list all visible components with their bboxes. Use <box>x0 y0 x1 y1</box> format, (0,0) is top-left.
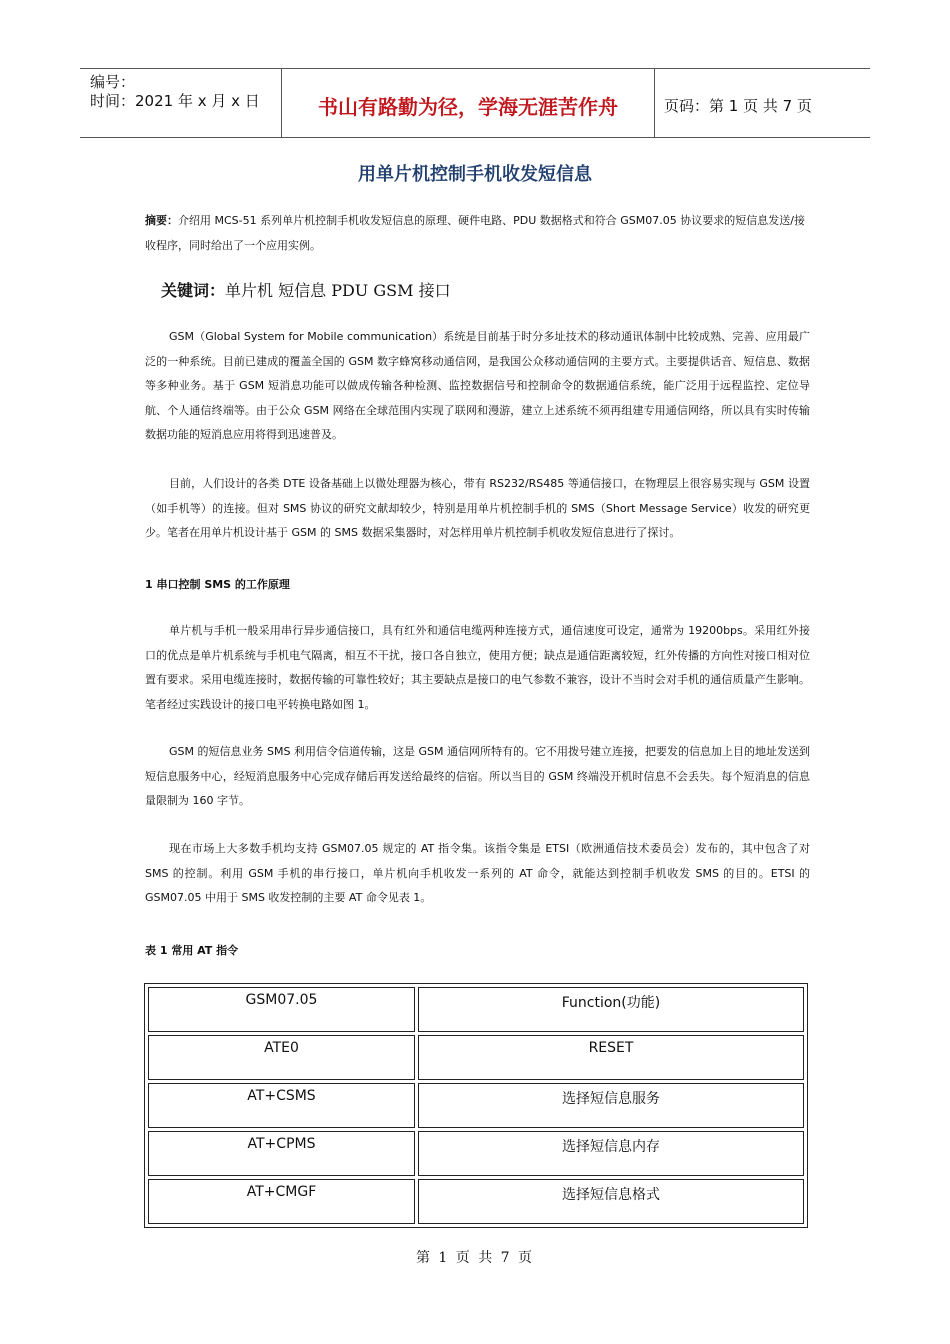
document-title: 用单片机控制手机收发短信息 <box>358 164 592 185</box>
table-cell: 选择短信息格式 <box>418 1179 804 1224</box>
table-cell: 选择短信息内存 <box>418 1131 804 1176</box>
header-time: 时间：2021 年 x 月 x 日 <box>90 92 260 110</box>
page-footer: 第 1 页 共 7 页 <box>415 1250 535 1266</box>
keywords <box>161 278 451 301</box>
paragraph-serial: 单片机与手机一般采用串行异步通信接口，具有红外和通信电缆两种连接方式，通信速度可设定，通常为 19200bps。采用红外接口的优点是单片机系统与手机电气隔离，相互不干扰，接口各自独立，使用方便；缺点是通信距离较短，红外传播的方向性对接口相对位置有要求。采用电缆连接时，数据传输的可靠性较好；其主要缺点是接口的电气参数不兼容，设计不当时会对手机的通信质量产生影响。笔者经过实践设计的接口电平转换电路如图 1。 <box>145 624 810 711</box>
table-cell: 选择短信息服务 <box>418 1083 804 1128</box>
table-row <box>148 1083 804 1128</box>
document-header <box>80 68 870 138</box>
table-cell: RESET <box>418 1035 804 1080</box>
keywords-value: 单片机 短信息 PDU GSM 接口 <box>225 281 451 300</box>
table-row <box>148 1131 804 1176</box>
table-header-row <box>148 987 804 1032</box>
table-cell: ATE0 <box>148 1035 415 1080</box>
keywords-label: 关键词： <box>161 281 226 300</box>
table-cell: AT+CMGF <box>148 1179 415 1224</box>
table-row <box>148 1035 804 1080</box>
paragraph-at-commands: 现在市场上大多数手机均支持 GSM07.05 规定的 AT 指令集。该指令集是 ETSI（欧洲通信技术委员会）发布的，其中包含了对 SMS 的控制。利用 GSM 手机的串行接口，单片机向手机收发一系列的 AT 命令，就能达到控制手机收发 SMS 的目的。ETSI 的 GSM07.05 中用于 SMS 收发控制的主要 AT 命令见表 1。 <box>145 842 810 904</box>
abstract-label: 摘要： <box>145 214 178 227</box>
header-page-info: 页码：第 1 页 共 7 页 <box>664 97 812 115</box>
header-meta <box>90 73 260 111</box>
header-motto: 书山有路勤为径，学海无涯苦作舟 <box>318 95 618 119</box>
table-cell: AT+CPMS <box>148 1131 415 1176</box>
header-number: 编号： <box>90 73 136 91</box>
paragraph-dte: 目前，人们设计的各类 DTE 设备基础上以微处理器为核心，带有 RS232/RS485 等通信接口，在物理层上很容易实现与 GSM 设置（如手机等）的连接。但对 SMS 协议的研究文献却较少，特别是用单片机控制手机的 SMS（Short Message Service）收发的研究更少。笔者在用单片机设计基于 GSM 的 SMS 数据采集器时，对怎样用单片机控制手机收发短信息进行了探讨。 <box>145 477 810 539</box>
paragraph-sms: GSM 的短信息业务 SMS 利用信令信道传输，这是 GSM 通信网所特有的。它不用拨号建立连接，把要发的信息加上目的地址发送到短信息服务中心，经短消息服务中心完成存储后再发送给最终的信宿。所以当目的 GSM 终端没开机时信息不会丢失。每个短消息的信息量限制为 160 字节。 <box>145 745 810 807</box>
table-header-cell: GSM07.05 <box>148 987 415 1032</box>
table-cell: AT+CSMS <box>148 1083 415 1128</box>
table-caption: 表 1 常用 AT 指令 <box>145 944 239 957</box>
abstract <box>145 208 810 258</box>
section-heading: 1 串口控制 SMS 的工作原理 <box>145 578 290 591</box>
at-command-table <box>144 983 808 1228</box>
table-row <box>148 1179 804 1224</box>
abstract-text: 介绍用 MCS-51 系列单片机控制手机收发短信息的原理、硬件电路、PDU 数据格式和符合 GSM07.05 协议要求的短信息发送/接收程序，同时给出了一个应用实例。 <box>145 214 805 252</box>
header-divider <box>654 69 655 137</box>
paragraph-gsm-intro: GSM（Global System for Mobile communication）系统是目前基于时分多址技术的移动通讯体制中比较成熟、完善、应用最广泛的一种系统。目前已建成的覆盖全国的 GSM 数字蜂窝移动通信网，是我国公众移动通信网的主要方式。主要提供话音、短信息、数据等多种业务。基于 GSM 短消息功能可以做成传输各种检测、监控数据信号和控制命令的数据通信系统，能广泛用于远程监控、定位导航、个人通信终端等。由于公众 GSM 网络在全球范围内实现了联网和漫游，建立上述系统不须再组建专用通信网络，所以具有实时传输数据功能的短消息应用将得到迅速普及。 <box>145 330 810 441</box>
table-header-cell: Function(功能) <box>418 987 804 1032</box>
